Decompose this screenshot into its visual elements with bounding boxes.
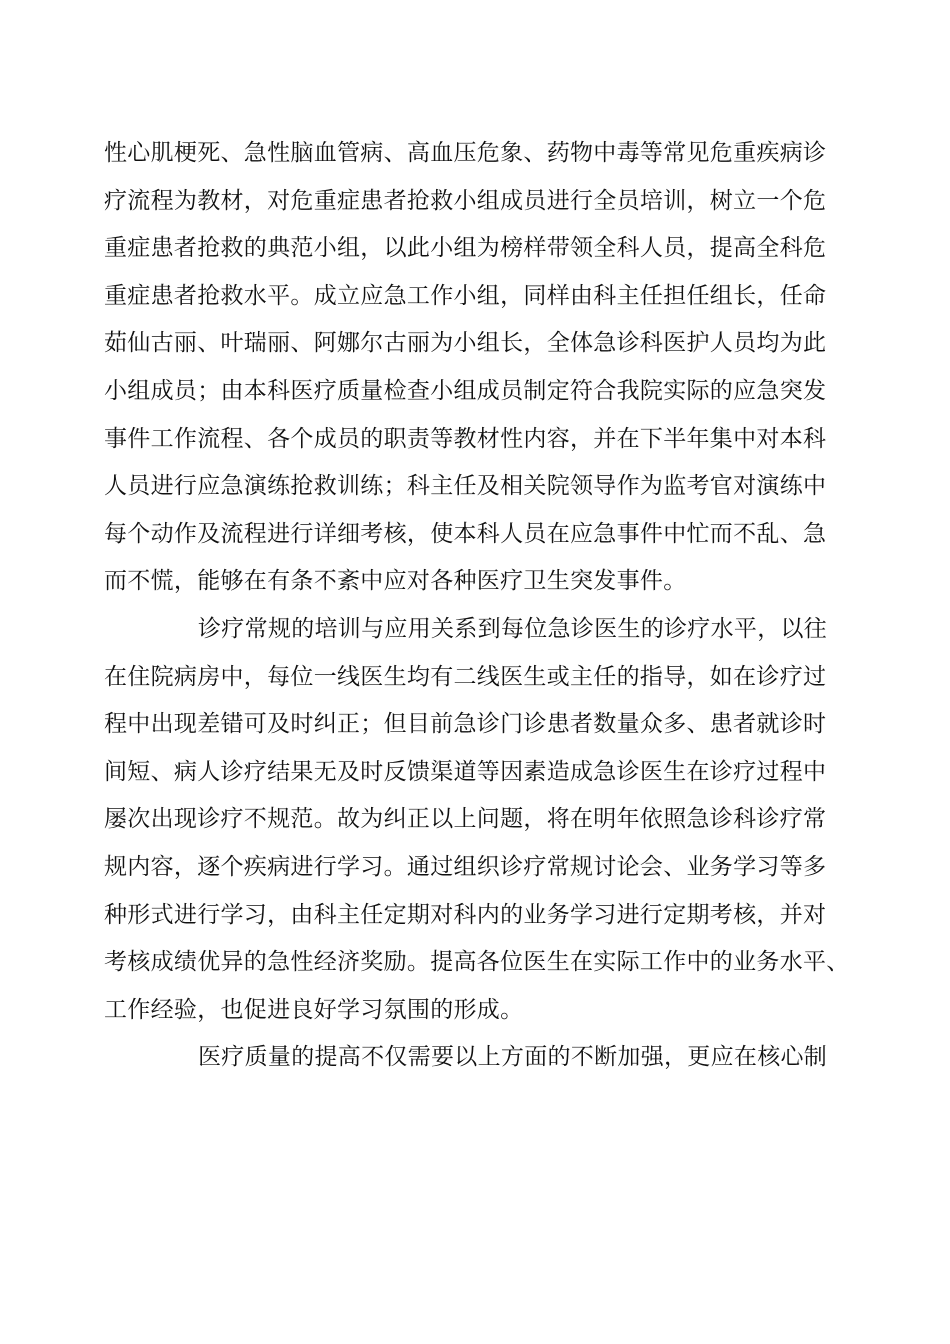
paragraph-line: 事件工作流程、各个成员的职责等教材性内容，并在下半年集中对本科 [104, 425, 827, 452]
paragraph-line: 小组成员；由本科医疗质量检查小组成员制定符合我院实际的应急突发 [104, 377, 827, 404]
paragraph-line: 人员进行应急演练抢救训练；科主任及相关院领导作为监考官对演练中 [104, 473, 827, 500]
paragraph-line: 茹仙古丽、叶瑞丽、阿娜尔古丽为小组长，全体急诊科医护人员均为此 [104, 330, 827, 357]
paragraph-line: 疗流程为教材，对危重症患者抢救小组成员进行全员培训，树立一个危 [104, 187, 827, 214]
paragraph-3 [104, 1034, 864, 1082]
paragraph-line: 重症患者抢救水平。成立应急工作小组，同样由科主任担任组长，任命 [104, 282, 827, 309]
paragraph-line: 在住院病房中，每位一线医生均有二线医生或主任的指导，如在诊疗过 [104, 663, 827, 690]
paragraph-line: 种形式进行学习，由科主任定期对科内的业务学习进行定期考核，并对 [104, 901, 827, 928]
paragraph-line: 性心肌梗死、急性脑血管病、高血压危象、药物中毒等常见危重疾病诊 [104, 140, 827, 166]
paragraph-line: 每个动作及流程进行详细考核，使本科人员在应急事件中忙而不乱、急 [104, 520, 827, 547]
paragraph-line: 而不慌，能够在有条不紊中应对各种医疗卫生突发事件。 [104, 568, 687, 595]
paragraph-line-indented: 医疗质量的提高不仅需要以上方面的不断加强，更应在核心制 [198, 1044, 828, 1071]
paragraph-line: 程中出现差错可及时纠正；但目前急诊门诊患者数量众多、患者就诊时 [104, 711, 827, 738]
paragraph-line: 规内容，逐个疾病进行学习。通过组织诊疗常规讨论会、业务学习等多 [104, 853, 827, 880]
document-body [104, 130, 864, 1082]
paragraph-1 [104, 130, 864, 606]
paragraph-line: 考核成绩优异的急性经济奖励。提高各位医生在实际工作中的业务水平、 [104, 949, 850, 976]
paragraph-line: 工作经验，也促进良好学习氛围的形成。 [104, 996, 524, 1023]
paragraph-line-indented: 诊疗常规的培训与应用关系到每位急诊医生的诊疗水平，以往 [198, 615, 828, 642]
paragraph-line: 重症患者抢救的典范小组，以此小组为榜样带领全科人员，提高全科危 [104, 235, 827, 262]
paragraph-line: 屡次出现诊疗不规范。故为纠正以上问题，将在明年依照急诊科诊疗常 [104, 806, 827, 833]
paragraph-line: 间短、病人诊疗结果无及时反馈渠道等因素造成急诊医生在诊疗过程中 [104, 758, 827, 785]
paragraph-2 [104, 606, 864, 1034]
